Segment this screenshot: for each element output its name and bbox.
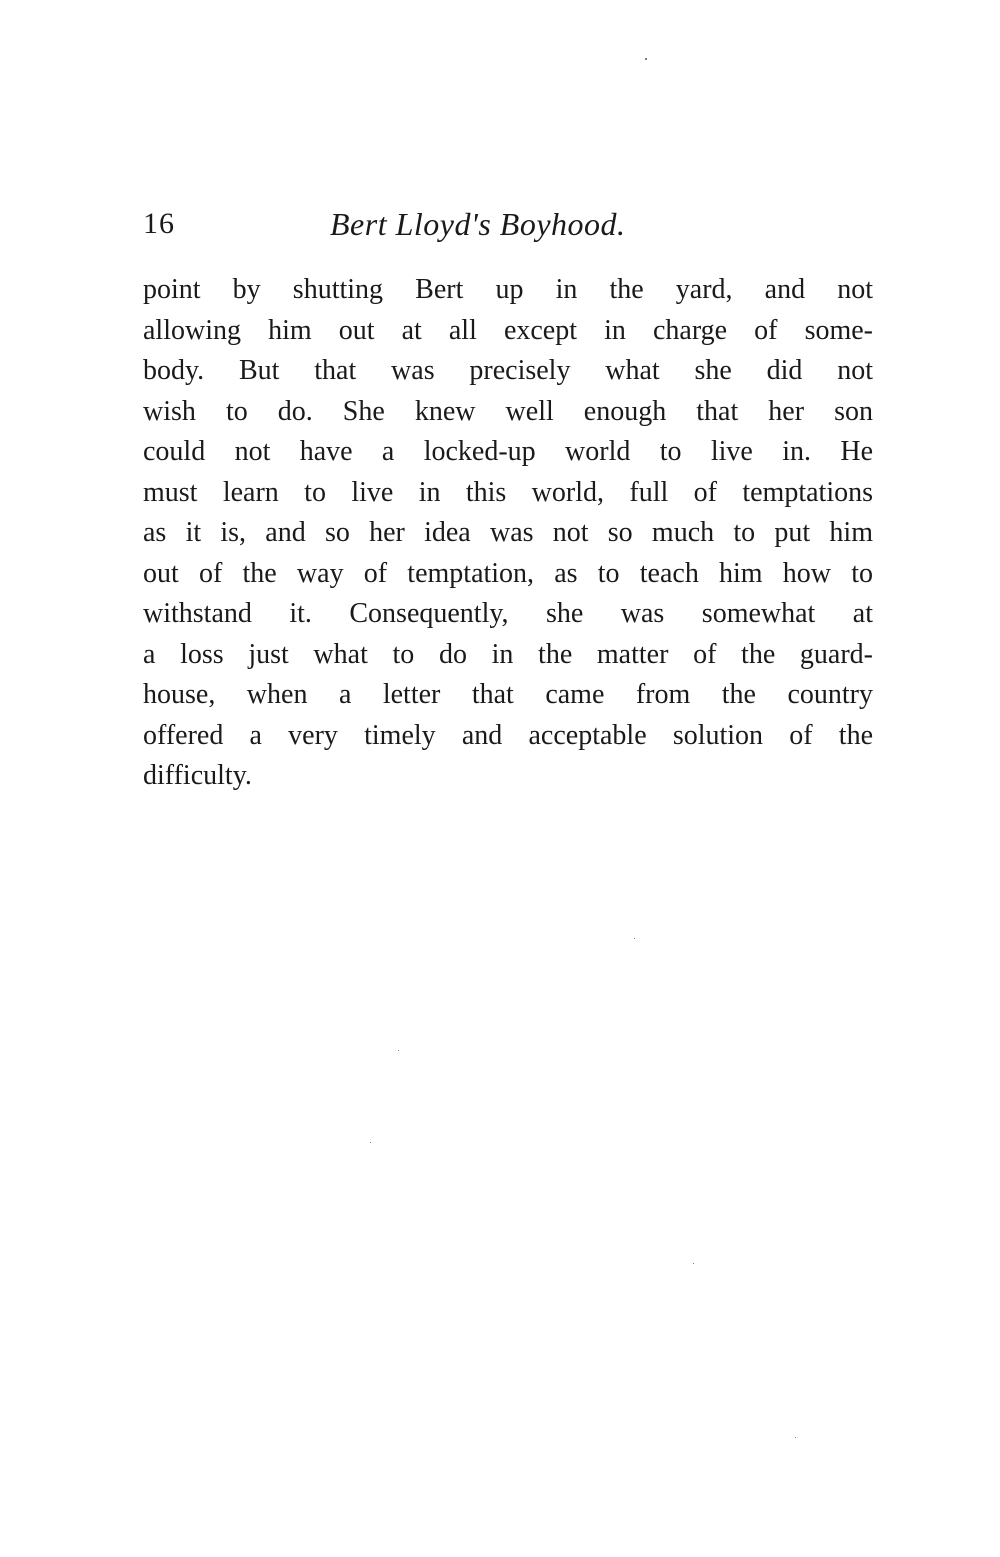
text-line: as it is, and so her idea was not so much to put him xyxy=(143,517,873,548)
text-line: allowing him out at all except in charge of some- xyxy=(143,314,873,346)
text-line: must learn to live in this world, full of temptations xyxy=(143,476,873,508)
scan-speck xyxy=(398,1050,399,1051)
page-number: 16 xyxy=(143,207,175,240)
text-line: a loss just what to do in the matter of the guard- xyxy=(143,638,873,670)
text-line: difficulty. xyxy=(143,760,252,791)
scan-speck xyxy=(634,938,635,939)
running-title: Bert Lloyd's Boyhood. xyxy=(330,206,626,242)
scan-speck xyxy=(693,1263,694,1264)
text-line: house, when a letter that came from the country xyxy=(143,679,873,710)
scan-speck xyxy=(370,1142,371,1143)
scan-speck xyxy=(645,58,647,60)
text-line: could not have a locked-up world to live in. He xyxy=(143,436,873,467)
scan-speck xyxy=(795,1437,796,1438)
text-line: body. But that was precisely what she did not xyxy=(143,355,873,386)
text-line: out of the way of temptation, as to teach him how to xyxy=(143,557,873,589)
body-text xyxy=(143,270,873,797)
text-line: point by shutting Bert up in the yard, and not xyxy=(143,274,873,305)
text-line: wish to do. She knew well enough that her son xyxy=(143,395,873,427)
text-line: offered a very timely and acceptable solution of the xyxy=(143,719,873,751)
text-line: withstand it. Consequently, she was somewhat at xyxy=(143,598,873,629)
